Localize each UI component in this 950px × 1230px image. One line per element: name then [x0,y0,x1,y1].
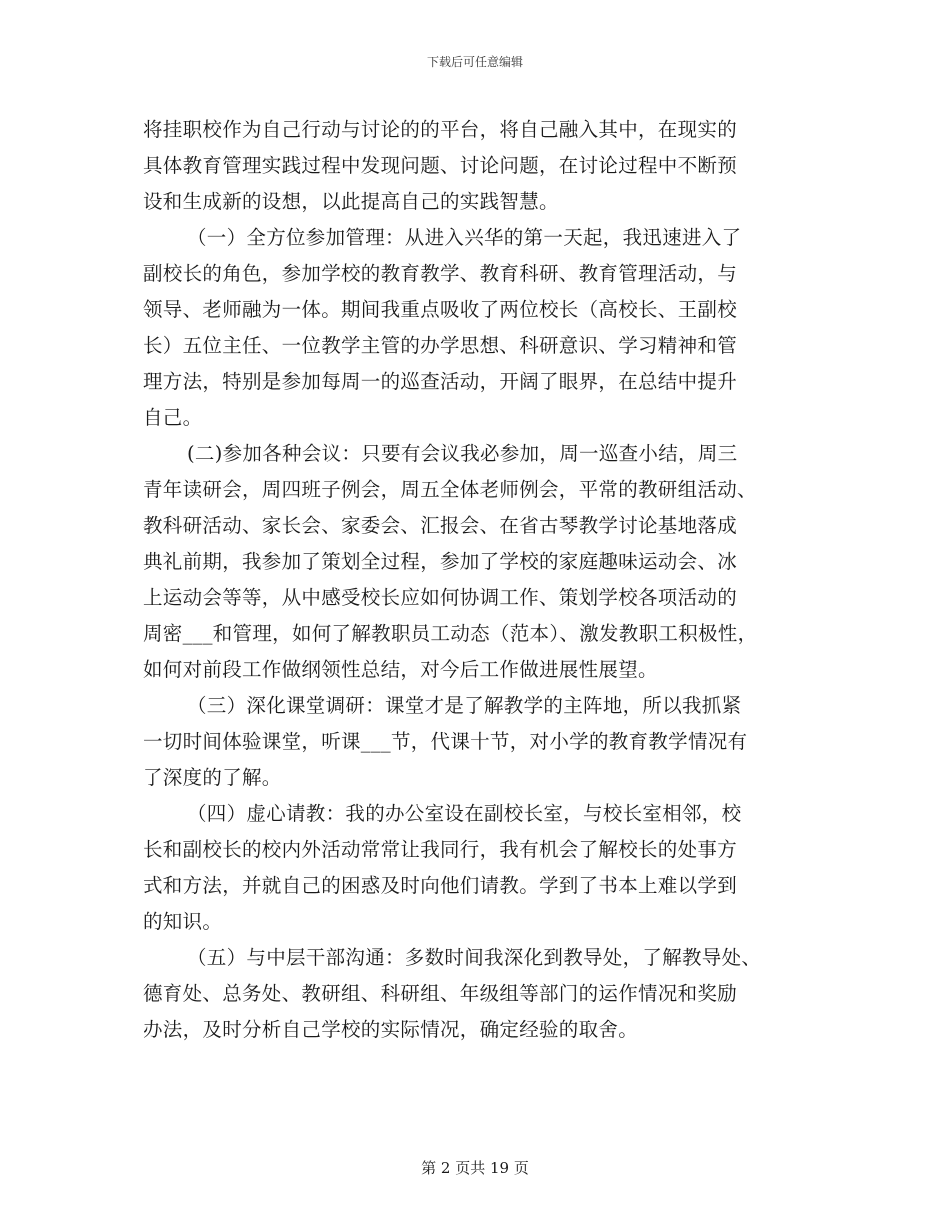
text-line: 一切时间体验课堂，听课___节，代课十节，对小学的教育教学情况有 [143,730,748,753]
text-line: 领导、老师融为一体。期间我重点吸收了两位校长（高校长、王副校 [143,298,738,321]
text-line: 副校长的角色，参加学校的教育教学、教育科研、教育管理活动，与 [143,262,738,285]
text-line: 具体教育管理实践过程中发现问题、讨论问题，在讨论过程中不断预 [143,154,738,177]
document-body [143,112,813,1048]
text-line: 式和方法，并就自己的困惑及时向他们请教。学到了书本上难以学到 [143,874,738,897]
page-footer: 第 2 页共 19 页 [421,1159,529,1177]
page-header: 下载后可任意编辑 [426,55,523,69]
text-line: 长和副校长的校内外活动常常让我同行，我有机会了解校长的处事方 [143,838,738,861]
text-line: 将挂职校作为自己行动与讨论的的平台，将自己融入其中，在现实的 [143,118,738,141]
text-line: 自己。 [143,406,203,429]
text-line: 青年读研会，周四班子例会，周五全体老师例会，平常的教研组活动、 [143,478,757,501]
text-line: 德育处、总务处、教研组、科研组、年级组等部门的运作情况和奖励 [143,982,738,1005]
text-line: 设和生成新的设想，以此提高自己的实践智慧。 [143,190,559,213]
text-line: 长）五位主任、一位教学主管的办学思想、科研意识、学习精神和管 [143,334,738,357]
paragraph-heading-line: （一）全方位参加管理：从进入兴华的第一天起，我迅速进入了 [187,226,742,249]
text-line: 理方法，特别是参加每周一的巡查活动，开阔了眼界，在总结中提升 [143,370,738,393]
paragraph-heading-line: （四）虚心请教：我的办公室设在副校长室，与校长室相邻，校 [187,802,742,825]
text-line: 的知识。 [143,910,223,933]
text-line: 教科研活动、家长会、家委会、汇报会、在省古琴教学讨论基地落成 [143,514,738,537]
text-line: 上运动会等等，从中感受校长应如何协调工作、策划学校各项活动的 [143,586,738,609]
paragraph-heading-line: （五）与中层干部沟通：多数时间我深化到教导处，了解教导处、 [187,946,762,969]
text-line: 办法，及时分析自己学校的实际情况，确定经验的取舍。 [143,1018,639,1041]
paragraph-heading-line: (二)参加各种会议：只要有会议我必参加，周一巡查小结，周三 [187,442,738,465]
text-line: 了深度的了解。 [143,766,282,789]
text-line: 如何对前段工作做纲领性总结，对今后工作做进展性展望。 [143,658,658,681]
paragraph-heading-line: （三）深化课堂调研：课堂才是了解教学的主阵地，所以我抓紧 [187,694,742,717]
text-line: 典礼前期，我参加了策划全过程，参加了学校的家庭趣味运动会、冰 [143,550,738,573]
text-line: 周密___和管理，如何了解教职员工动态（范本）、激发教职工积极性， [143,622,758,645]
